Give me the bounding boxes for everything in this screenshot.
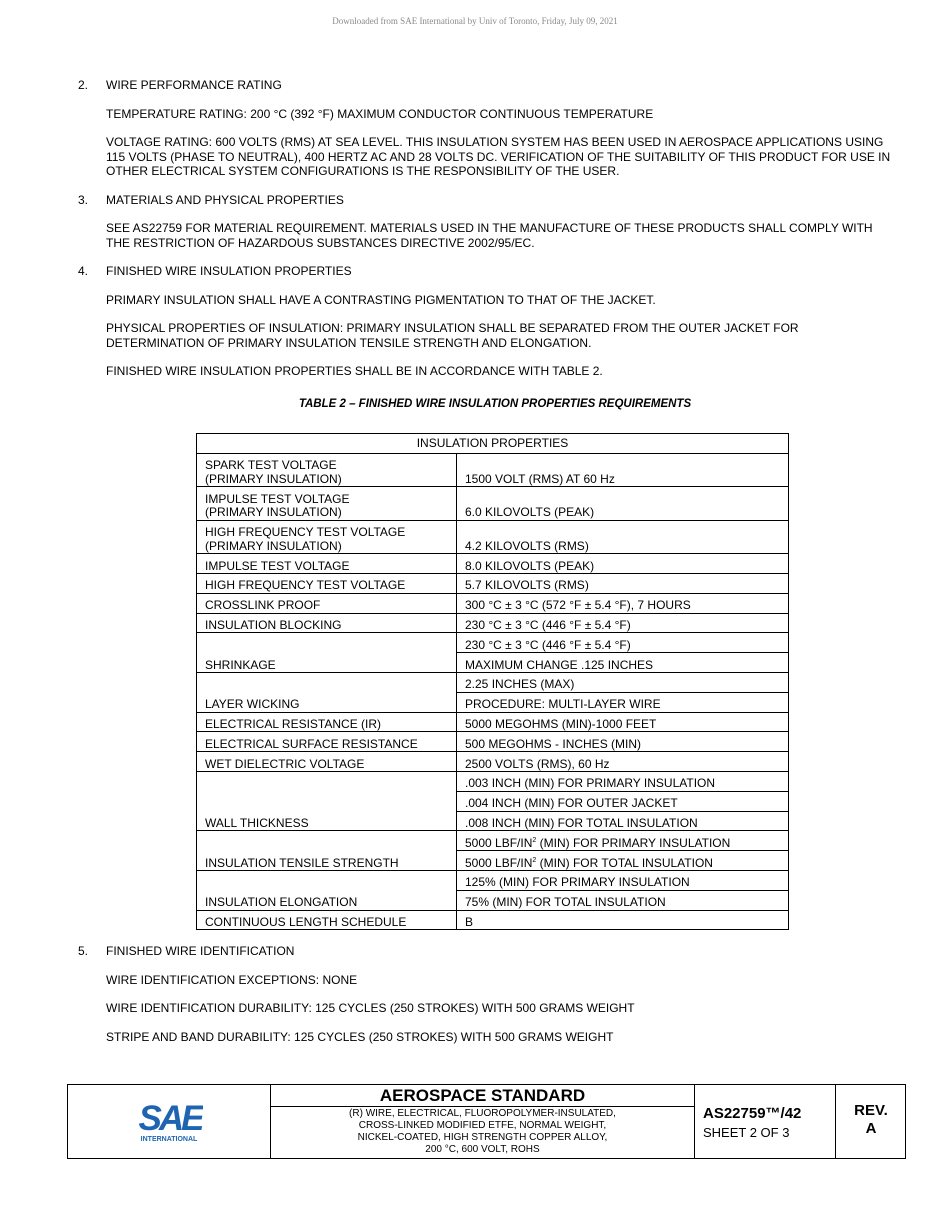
revision-label: REV.: [854, 1102, 888, 1119]
property-label: HIGH FREQUENCY TEST VOLTAGE: [197, 574, 457, 594]
property-value: 230 °C ± 3 °C (446 °F ± 5.4 °F): [457, 613, 789, 633]
section-5-number: 5.: [78, 944, 89, 958]
table-row: [197, 487, 789, 521]
table-row: [197, 613, 789, 633]
property-value: .003 INCH (MIN) FOR PRIMARY INSULATION: [457, 772, 789, 792]
property-value: 125% (MIN) FOR PRIMARY INSULATION: [457, 871, 789, 891]
sheet-number: SHEET 2 OF 3: [703, 1125, 790, 1140]
property-value: 5000 MEGOHMS (MIN)-1000 FEET: [457, 712, 789, 732]
finished-properties-text: FINISHED WIRE INSULATION PROPERTIES SHALL BE IN ACCORDANCE WITH TABLE 2.: [106, 364, 603, 378]
property-value: 1500 VOLT (RMS) AT 60 Hz: [457, 453, 789, 487]
table-row: [197, 752, 789, 772]
property-value: 8.0 KILOVOLTS (PEAK): [457, 554, 789, 574]
primary-insulation-text: PRIMARY INSULATION SHALL HAVE A CONTRASTING PIGMENTATION TO THAT OF THE JACKET.: [106, 293, 656, 307]
table-row: [197, 574, 789, 594]
property-label: IMPULSE TEST VOLTAGE (PRIMARY INSULATION): [197, 487, 457, 521]
table-row: [197, 910, 789, 930]
document-number-cell: [695, 1085, 836, 1158]
section-3-heading: MATERIALS AND PHYSICAL PROPERTIES: [106, 193, 344, 207]
logo-mark: SAE: [138, 1099, 202, 1138]
property-label: CROSSLINK PROOF: [197, 593, 457, 613]
property-label: INSULATION ELONGATION: [197, 871, 457, 911]
property-value: .004 INCH (MIN) FOR OUTER JACKET: [457, 791, 789, 811]
property-label: CONTINUOUS LENGTH SCHEDULE: [197, 910, 457, 930]
section-4-heading: FINISHED WIRE INSULATION PROPERTIES: [106, 264, 352, 278]
logo-cell: [68, 1085, 271, 1158]
temperature-rating-text: TEMPERATURE RATING: 200 °C (392 °F) MAXIMUM CONDUCTOR CONTINUOUS TEMPERATURE: [106, 107, 654, 121]
voltage-rating-text: VOLTAGE RATING: 600 VOLTS (RMS) AT SEA LEVEL. THIS INSULATION SYSTEM HAS BEEN USED IN AEROSPACE APPLICATIONS USING 115 VOLTS (PHASE TO NEUTRAL), 400 HERTZ AC AND 28 VOLTS DC. VERIFICATION OF THE SUITABILITY OF THIS PRODUCT FOR USE IN OTHER ELECTRICAL SYSTEM CONFIGURATIONS IS THE RESPONSIBILITY OF THE USER.: [106, 135, 891, 178]
property-label: WALL THICKNESS: [197, 772, 457, 831]
id-exceptions-text: WIRE IDENTIFICATION EXCEPTIONS: NONE: [106, 973, 358, 987]
property-label: IMPULSE TEST VOLTAGE: [197, 554, 457, 574]
insulation-properties-table: [196, 433, 789, 930]
property-value: 5000 LBF/$IN^2$ (MIN) FOR PRIMARY INSULATION: [457, 831, 789, 851]
id-durability-text: WIRE IDENTIFICATION DURABILITY: 125 CYCLES (250 STROKES) WITH 500 GRAMS WEIGHT: [106, 1001, 635, 1015]
download-watermark: Downloaded from SAE International by Univ of Toronto, Friday, July 09, 2021: [332, 16, 618, 26]
table-row: [197, 673, 789, 693]
table-row: [197, 633, 789, 653]
document-title-cell: [271, 1085, 695, 1158]
property-value: PROCEDURE: MULTI-LAYER WIRE: [457, 692, 789, 712]
table-row: [197, 871, 789, 891]
property-value: 500 MEGOHMS - INCHES (MIN): [457, 732, 789, 752]
table-row: [197, 520, 789, 554]
property-label: HIGH FREQUENCY TEST VOLTAGE (PRIMARY INSULATION): [197, 520, 457, 554]
document-number: AS22759™/42: [703, 1105, 802, 1122]
section-4-number: 4.: [78, 264, 89, 278]
sae-logo: [137, 1099, 203, 1145]
logo-subtext: INTERNATIONAL: [140, 1136, 198, 1143]
property-label: ELECTRICAL SURFACE RESISTANCE: [197, 732, 457, 752]
table-row: [197, 831, 789, 851]
property-label: WET DIELECTRIC VOLTAGE: [197, 752, 457, 772]
property-label: ELECTRICAL RESISTANCE (IR): [197, 712, 457, 732]
property-label: INSULATION BLOCKING: [197, 613, 457, 633]
section-2-number: 2.: [78, 78, 89, 92]
property-value: B: [457, 910, 789, 930]
table-row: [197, 593, 789, 613]
property-value: 230 °C ± 3 °C (446 °F ± 5.4 °F): [457, 633, 789, 653]
section-2-heading: WIRE PERFORMANCE RATING: [106, 78, 282, 92]
property-value: .008 INCH (MIN) FOR TOTAL INSULATION: [457, 811, 789, 831]
property-value: MAXIMUM CHANGE .125 INCHES: [457, 653, 789, 673]
physical-properties-text: PHYSICAL PROPERTIES OF INSULATION: PRIMARY INSULATION SHALL BE SEPARATED FROM THE OUTER JACKET FOR DETERMINATION OF PRIMARY INSULATION TENSILE STRENGTH AND ELONGATION.: [106, 321, 799, 350]
property-value: 2500 VOLTS (RMS), 60 Hz: [457, 752, 789, 772]
table-title: TABLE 2 – FINISHED WIRE INSULATION PROPERTIES REQUIREMENTS: [298, 398, 692, 410]
property-label: INSULATION TENSILE STRENGTH: [197, 831, 457, 871]
property-value: 6.0 KILOVOLTS (PEAK): [457, 487, 789, 521]
revision-cell: [836, 1085, 906, 1158]
property-label: LAYER WICKING: [197, 673, 457, 713]
table-row: [197, 732, 789, 752]
materials-text: SEE AS22759 FOR MATERIAL REQUIREMENT. MATERIALS USED IN THE MANUFACTURE OF THESE PRODUCTS SHALL COMPLY WITH THE RESTRICTION OF HAZARDOUS SUBSTANCES DIRECTIVE 2002/95/EC.: [106, 221, 873, 250]
table-row: [197, 453, 789, 487]
revision-value: A: [865, 1120, 877, 1137]
standard-type: AEROSPACE STANDARD: [271, 1085, 694, 1107]
table-row: [197, 554, 789, 574]
table-row: [197, 712, 789, 732]
stripe-durability-text: STRIPE AND BAND DURABILITY: 125 CYCLES (250 STROKES) WITH 500 GRAMS WEIGHT: [106, 1030, 614, 1044]
section-5-heading: FINISHED WIRE IDENTIFICATION: [106, 944, 295, 958]
title-block: [67, 1084, 906, 1159]
table-header-row: [197, 434, 789, 454]
property-label: SHRINKAGE: [197, 633, 457, 673]
table-header: INSULATION PROPERTIES: [197, 434, 789, 454]
property-value: 300 °C ± 3 °C (572 °F ± 5.4 °F), 7 HOURS: [457, 593, 789, 613]
property-value: 2.25 INCHES (MAX): [457, 673, 789, 693]
property-value: 5.7 KILOVOLTS (RMS): [457, 574, 789, 594]
property-value: 5000 LBF/$IN^2$ (MIN) FOR TOTAL INSULATION: [457, 851, 789, 871]
property-value: 4.2 KILOVOLTS (RMS): [457, 520, 789, 554]
section-3-number: 3.: [78, 193, 89, 207]
property-value: 75% (MIN) FOR TOTAL INSULATION: [457, 890, 789, 910]
property-label: SPARK TEST VOLTAGE (PRIMARY INSULATION): [197, 453, 457, 487]
table-row: [197, 772, 789, 792]
document-description: (R) WIRE, ELECTRICAL, FLUOROPOLYMER-INSULATED, CROSS-LINKED MODIFIED ETFE, NORMAL WEIGHT, NICKEL-COATED, HIGH STRENGTH COPPER ALLOY, 200 °C, 600 VOLT, ROHS: [349, 1108, 616, 1155]
